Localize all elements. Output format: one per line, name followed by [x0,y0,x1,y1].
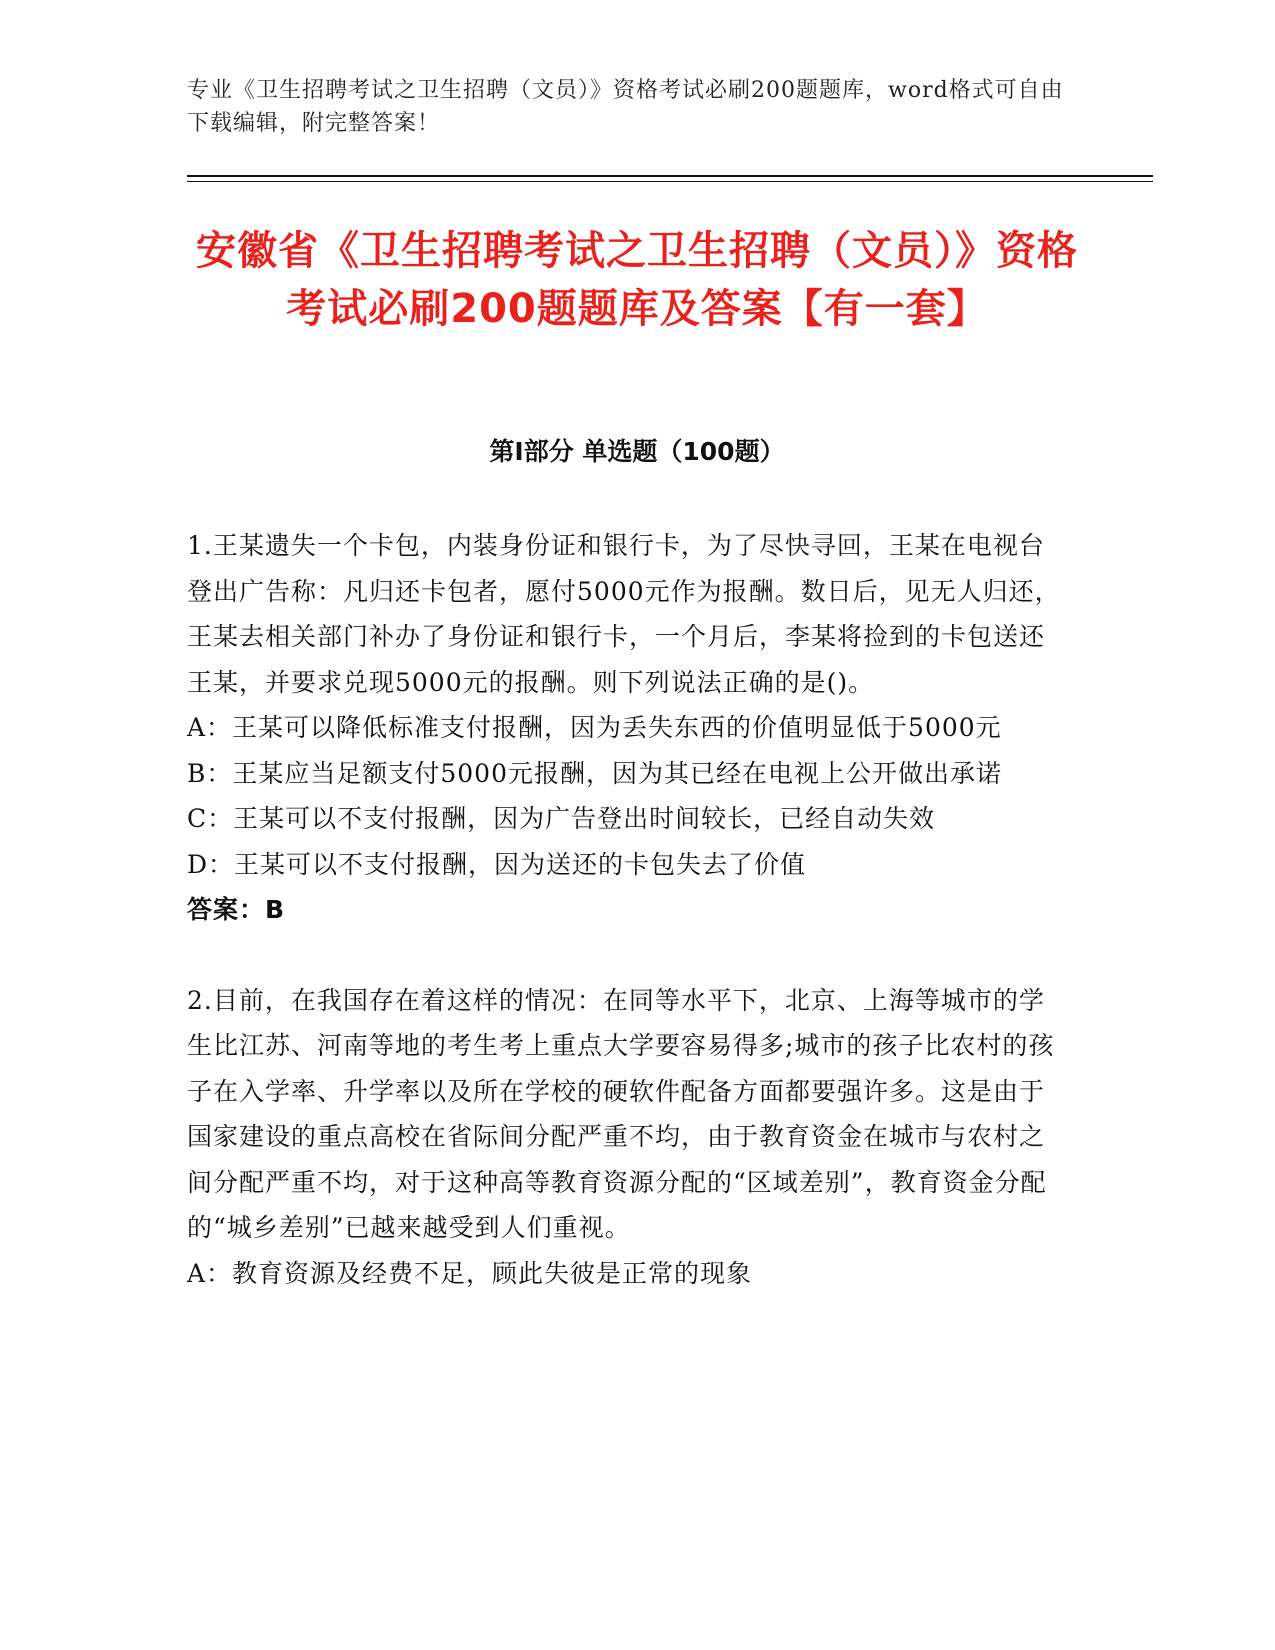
question-2 [187,978,1067,1297]
header-note: 专业《卫生招聘考试之卫生招聘（文员）》资格考试必刷200题题库，word格式可自由下载编辑，附完整答案！ [187,78,1064,136]
header-divider-thick [187,175,1153,177]
option-d: D：王某可以不支付报酬，因为送还的卡包失去了价值 [187,849,807,879]
option-b: B：王某应当足额支付5000元报酬，因为其已经在电视上公开做出承诺 [187,758,1002,788]
section-heading: 第I部分 单选题（100题） [489,437,785,466]
question-1 [187,523,1067,933]
question-stem: 1.王某遗失一个卡包，内装身份证和银行卡，为了尽快寻回，王某在电视台登出广告称：凡归还卡包者，愿付5000元作为报酬。数日后，见无人归还，王某去相关部门补办了身份证和银行卡，一个月后，李某将捡到的卡包送还王某，并要求兑现5000元的报酬。则下列说法正确的是()。 [187,531,1061,697]
question-stem: 2.目前，在我国存在着这样的情况：在同等水平下，北京、上海等城市的学生比江苏、河南等地的考生考上重点大学要容易得多;城市的孩子比农村的孩子在入学率、升学率以及所在学校的硬软件配备方面都要强许多。这是由于国家建设的重点高校在省际间分配严重不均，由于教育资金在城市与农村之间分配严重不均，对于这种高等教育资源分配的“区域差别”，教育资金分配的“城乡差别”已越来越受到人们重视。 [187,985,1055,1242]
option-c: C：王某可以不支付报酬，因为广告登出时间较长，已经自动失效 [187,804,936,833]
answer-line: 答案：B [187,895,286,924]
header-divider-thin [187,181,1153,182]
document-title: 安徽省《卫生招聘考试之卫生招聘（文员）》资格考试必刷200题题库及答案【有一套】 [196,228,1078,332]
option-a: A：王某可以降低标准支付报酬，因为丢失东西的价值明显低于5000元 [187,713,1002,742]
option-a: A：教育资源及经费不足，顾此失彼是正常的现象 [187,1258,753,1288]
question-list [187,523,1067,1341]
